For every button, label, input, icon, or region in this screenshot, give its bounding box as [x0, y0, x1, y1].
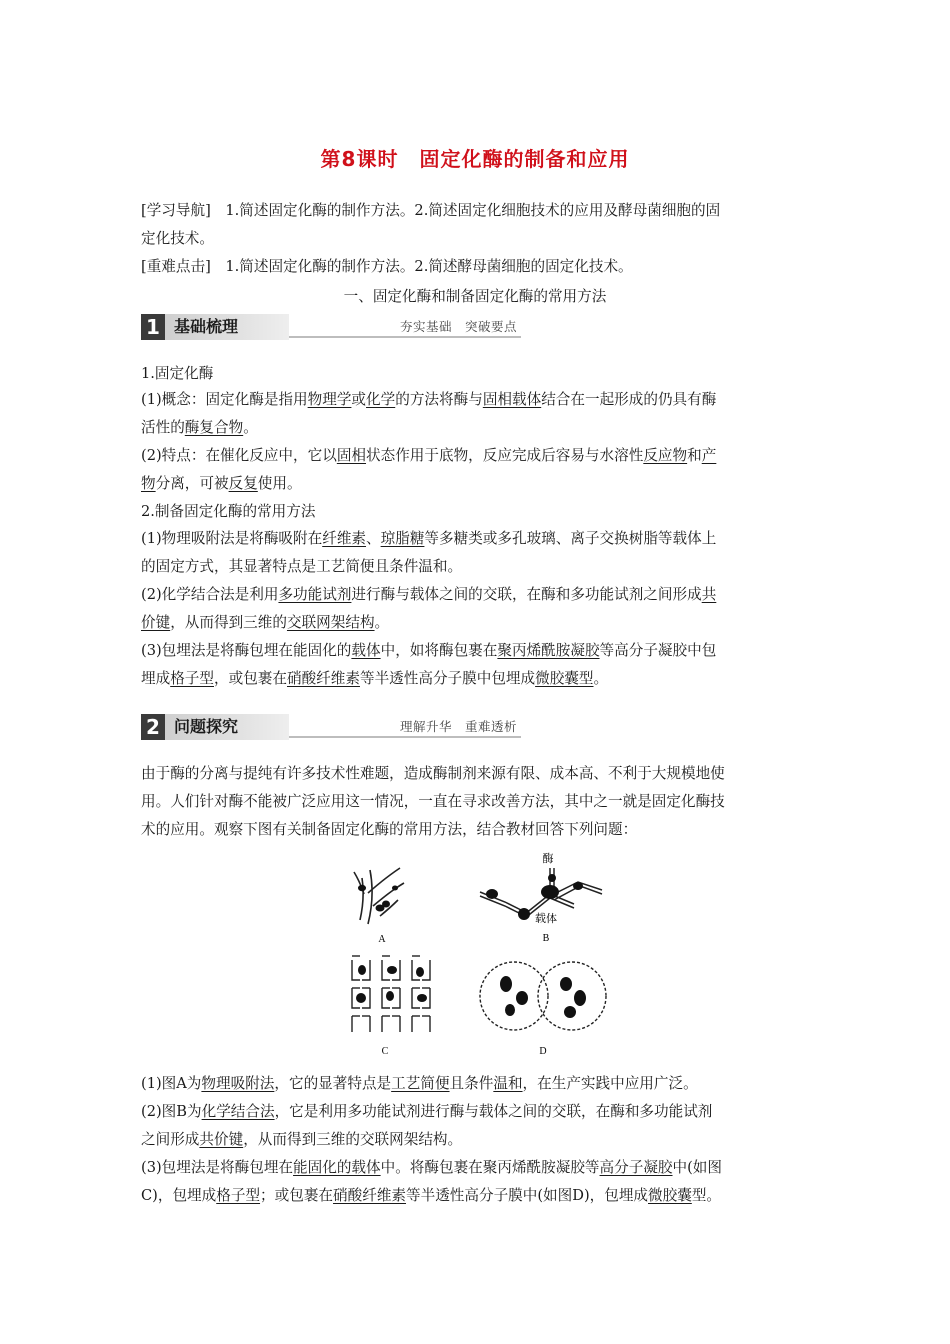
figure-carrier-label: 载体: [535, 913, 557, 925]
figure-d-enzymes: [500, 976, 586, 1018]
key-points-line: [重难点击] 1.简述固定化酶的制作方法。2.简述酵母菌细胞的固定化技术。: [141, 258, 633, 275]
question-2-line-2: 之间形成共价键，从而得到三维的交联网架结构。: [141, 1131, 463, 1148]
concept-line-2: 活性的酶复合物。: [141, 419, 258, 436]
figure-d-microcapsules: [480, 962, 606, 1030]
blank-answer: 物理学: [307, 391, 352, 408]
feature-line-1: (2)特点：在催化反应中，它以固相状态作用于底物，反应完成后容易与水溶性反应物和产: [141, 447, 717, 464]
blank-answer: 能固化的载体: [293, 1159, 381, 1176]
inquiry-paragraph-line-1: 由于酶的分离与提纯有许多技术性难题，造成酶制剂来源有限、成本高、不利于大规模地使: [141, 765, 725, 782]
figure-b-chemical-binding: [480, 868, 602, 918]
learning-nav-line-2: 定化技术。: [141, 230, 214, 247]
method1-line-2: 的固定方式，其显著特点是工艺简便且条件温和。: [141, 558, 463, 575]
blank-answer: 物理吸附法: [201, 1075, 275, 1092]
blank-answer: 格子型: [216, 1187, 261, 1204]
banner-name: 基础梳理: [174, 317, 239, 336]
blank-answer: 温和: [493, 1075, 523, 1092]
banner-number: 1: [141, 314, 165, 340]
blank-answer: 反复: [228, 475, 258, 492]
figure-a-physical-adsorption: [354, 868, 404, 924]
inquiry-paragraph-line-3: 术的应用。观察下图有关制备固定化酶的常用方法，结合教材回答下列问题：: [141, 821, 638, 838]
blank-answer: 纤维素: [322, 530, 367, 547]
method3-line-1: (3)包埋法是将酶包埋在能固化的载体中，如将酶包裹在聚丙烯酰胺凝胶等高分子凝胶中包: [141, 642, 717, 659]
blank-answer: 化学: [366, 391, 396, 408]
blank-answer: 酶复合物: [184, 419, 244, 436]
blank-answer: 微胶囊: [648, 1187, 692, 1204]
blank-answer: 载体: [351, 642, 381, 659]
blank-answer: 价键: [141, 614, 171, 631]
banner-number: 2: [141, 714, 165, 740]
banner-tag: 理解升华 重难透析: [399, 719, 517, 734]
blank-answer: 共价键: [199, 1131, 244, 1148]
blank-answer: 共: [701, 586, 717, 603]
blank-answer: 固相: [336, 447, 367, 464]
blank-answer: 固相载体: [482, 391, 542, 408]
blank-answer: 格子型: [170, 670, 214, 687]
learning-nav-line-1: [学习导航] 1.简述固定化酶的制作方法。2.简述固定化细胞技术的应用及酵母菌细胞的固: [141, 202, 721, 219]
blank-answer: 琼脂糖: [380, 530, 425, 547]
feature-line-2: 物分离，可被反复使用。: [141, 475, 302, 492]
figure-label-c: C: [381, 1046, 389, 1057]
blank-answer: 聚丙烯酰胺凝胶: [497, 642, 600, 659]
figure-enzyme-label: 酶: [542, 853, 554, 865]
method3-line-2: 埋成格子型，或包裹在硝酸纤维素等半透性高分子膜中包埋成微胶囊型。: [141, 670, 609, 687]
figure-label-b: B: [542, 933, 550, 944]
banner-rule: [289, 736, 521, 738]
blank-answer: 反应物: [643, 447, 688, 464]
banner-tag: 夯实基础 突破要点: [399, 319, 517, 334]
section-title: 一、固定化酶和制备固定化酶的常用方法: [343, 288, 607, 305]
basics-banner: [141, 314, 521, 340]
blank-answer: 微胶囊型: [535, 670, 594, 687]
inquiry-paragraph-line-2: 用。人们针对酶不能被广泛应用这一情况，一直在寻求改善方法，其中之一就是固定化酶技: [141, 793, 725, 810]
banner-rule: [289, 336, 521, 338]
blank-answer: 化学结合法: [201, 1103, 275, 1120]
figure-label-d: D: [539, 1046, 547, 1057]
question-1-line: (1)图A为物理吸附法，它的显著特点是工艺简便且条件温和，在生产实践中应用广泛。: [141, 1075, 698, 1092]
figure-a-enzymes: [358, 885, 398, 912]
inquiry-banner: [141, 714, 521, 740]
blank-answer: 物: [141, 475, 156, 492]
question-3-line-1: (3)包埋法是将酶包埋在能固化的载体中。将酶包裹在聚丙烯酰胺凝胶等高分子凝胶中(如图: [141, 1159, 722, 1176]
blank-answer: 多功能试剂: [278, 586, 352, 603]
method2-line-1: (2)化学结合法是利用多功能试剂进行酶与载体之间的交联，在酶和多功能试剂之间形成共: [141, 586, 717, 603]
banner-name: 问题探究: [174, 717, 239, 736]
blank-answer: 交联网架结构: [286, 614, 375, 631]
figure-label-a: A: [378, 934, 386, 945]
immobilization-methods-figure: [340, 848, 610, 1068]
method2-line-2: 价键，从而得到三维的交联网架结构。: [141, 614, 390, 631]
blank-answer: 产: [701, 447, 717, 464]
question-2-line-1: (2)图B为化学结合法，它是利用多功能试剂进行酶与载体之间的交联，在酶和多功能试剂: [141, 1103, 713, 1120]
heading-immobilized-enzyme: 1.固定化酶: [141, 365, 214, 382]
question-3-line-2: C)，包埋成格子型；或包裹在硝酸纤维素等半透性高分子膜中(如图D)，包埋成微胶囊型。: [141, 1187, 722, 1204]
figure-c-enzymes: [356, 965, 427, 1003]
concept-line-1: (1)概念：固定化酶是指用物理学或化学的方法将酶与固相载体结合在一起形成的仍具有酶: [141, 391, 717, 408]
blank-answer: 高分子凝胶: [599, 1159, 673, 1176]
blank-answer: 工艺简便: [391, 1075, 450, 1092]
method1-line-1: (1)物理吸附法是将酶吸附在纤维素、琼脂糖等多糖类或多孔玻璃、离子交换树脂等载体上: [141, 530, 717, 547]
blank-answer: 硝酸纤维素: [333, 1187, 407, 1204]
blank-answer: 硝酸纤维素: [286, 670, 360, 687]
page-title: 第8课时 固定化酶的制备和应用: [320, 147, 630, 171]
heading-methods: 2.制备固定化酶的常用方法: [141, 503, 316, 520]
